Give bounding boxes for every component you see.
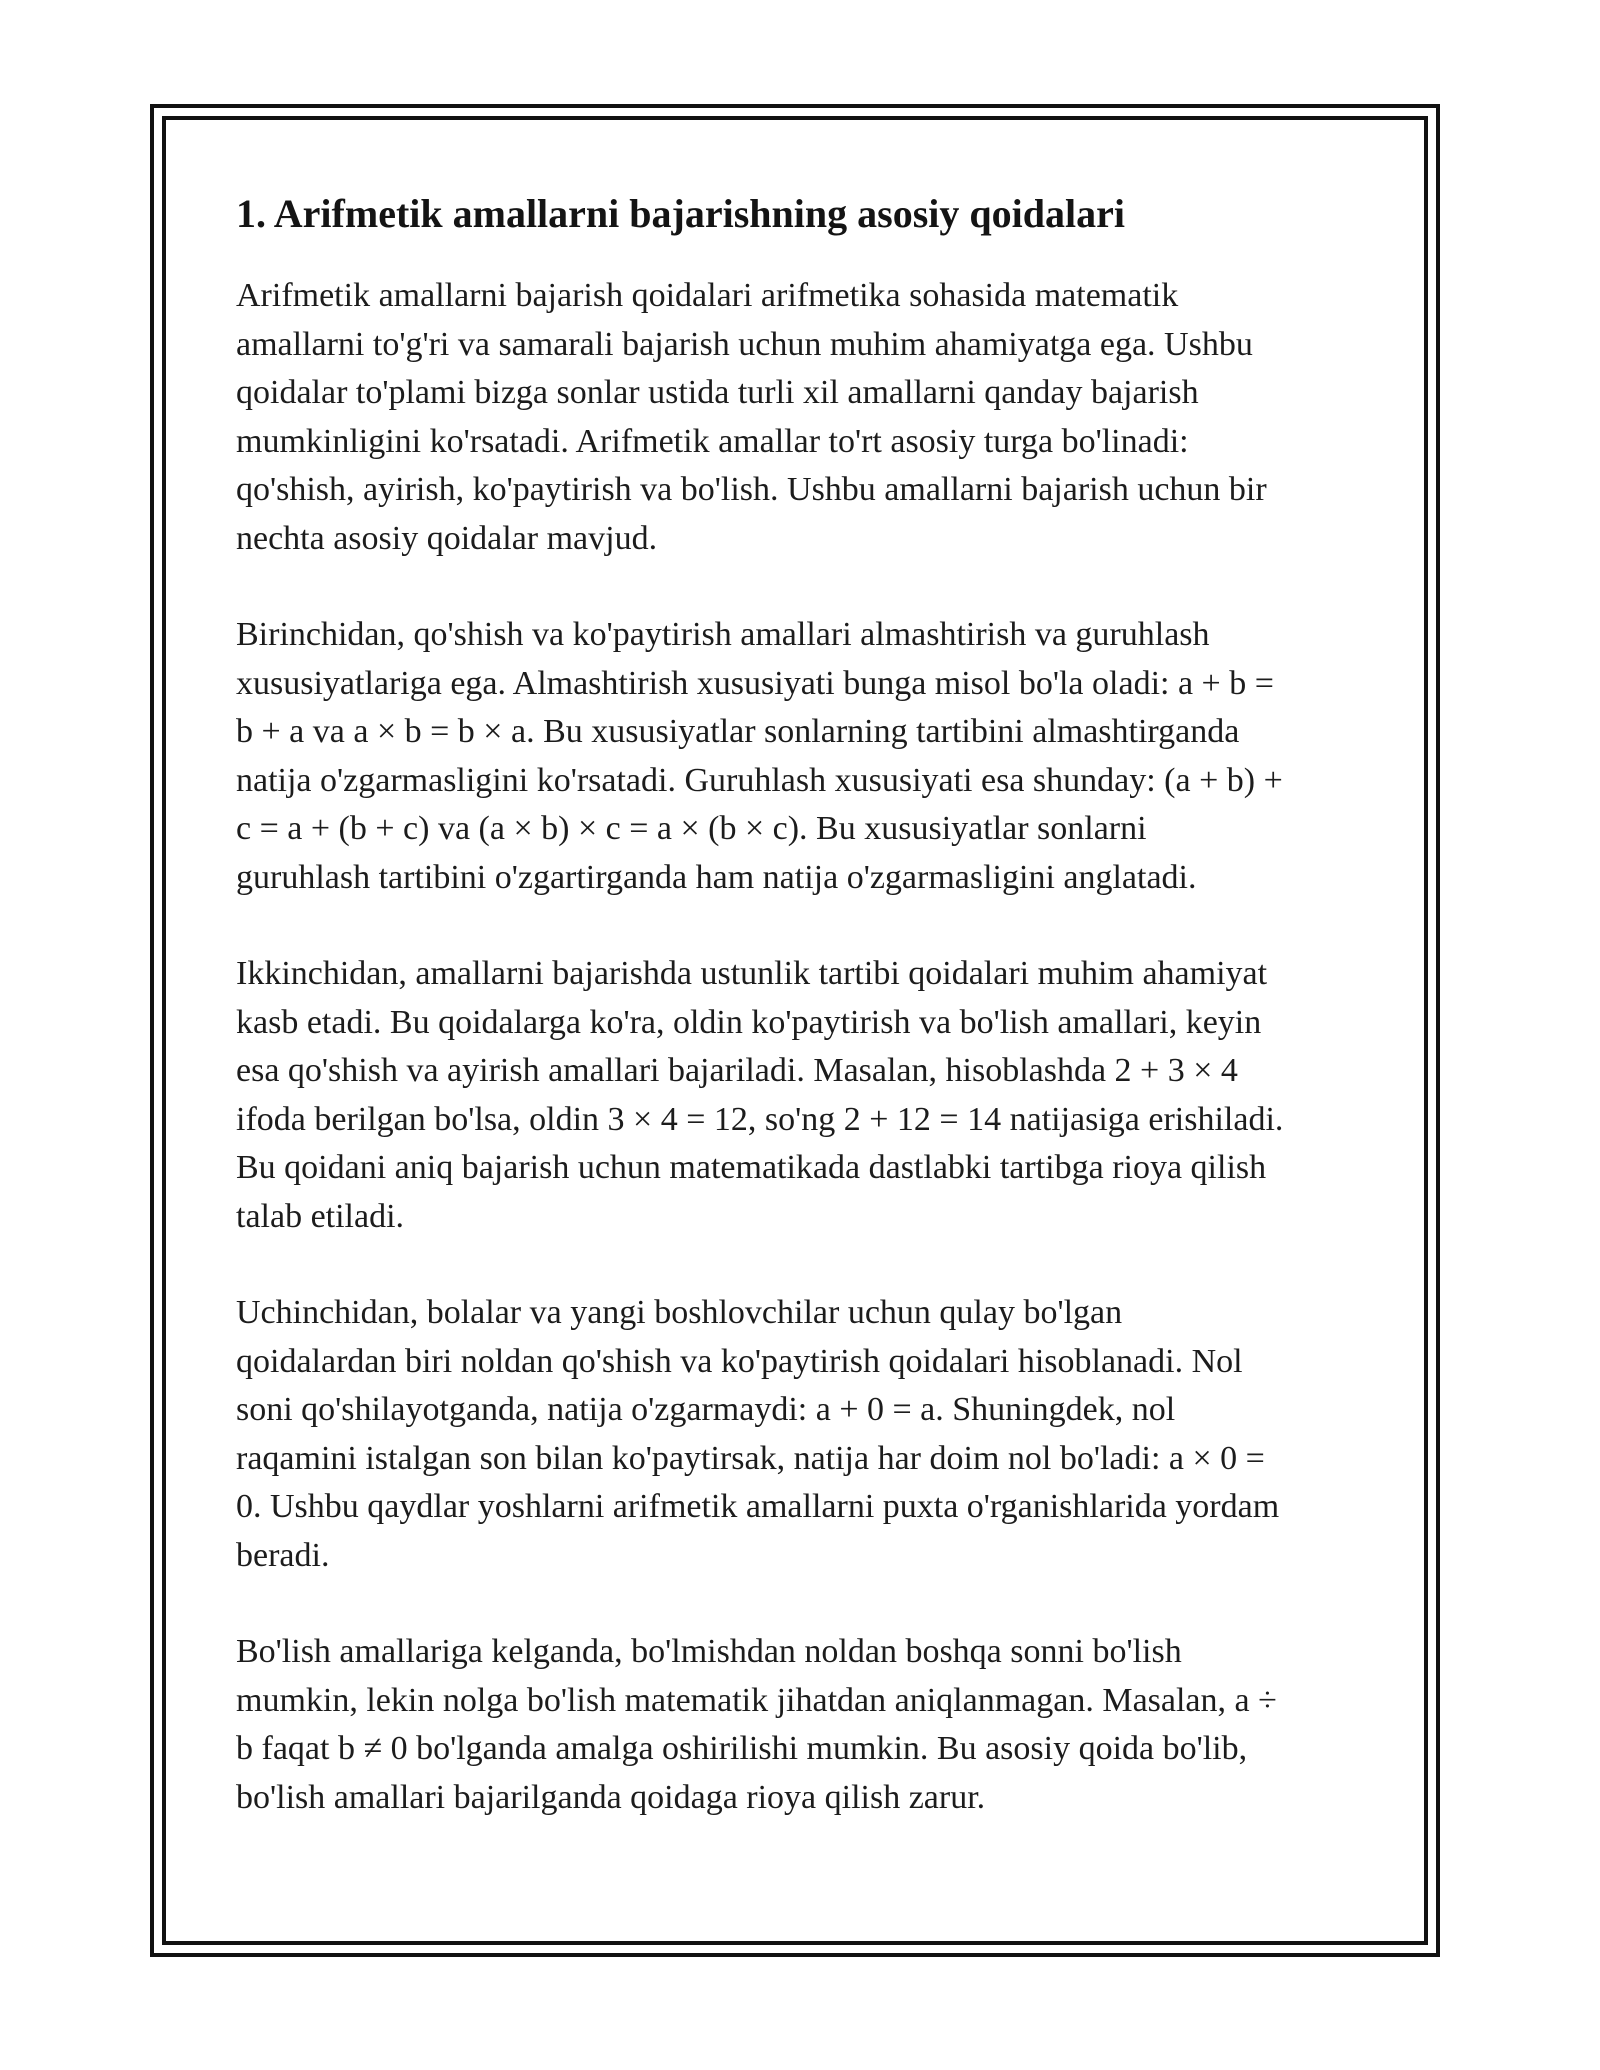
paragraph-line: b + a va a × b = b × a. Bu xususiyatlar sonlarning tartibini almashtirganda bbox=[236, 713, 1240, 750]
paragraph-line: Birinchidan, qo'shish va ko'paytirish amallari almashtirish va guruhlash bbox=[236, 616, 1210, 653]
paragraph-line: kasb etadi. Bu qoidalarga ko'ra, oldin ko'paytirish va bo'lish amallari, keyin bbox=[236, 1003, 1262, 1041]
paragraph-line: Bo'lish amallariga kelganda, bo'lmishdan noldan boshqa sonni bo'lish bbox=[236, 1633, 1182, 1670]
paragraph bbox=[236, 272, 1366, 563]
paragraph-line: xususiyatlariga ega. Almashtirish xususiyati bunga misol bo'la oladi: a + b = bbox=[236, 664, 1274, 702]
paragraph-line: nechta asosiy qoidalar mavjud. bbox=[236, 519, 658, 557]
paragraph-line: soni qo'shilayotganda, natija o'zgarmaydi: a + 0 = a. Shuningdek, nol bbox=[236, 1391, 1176, 1428]
paragraph-list bbox=[236, 272, 1366, 1822]
paragraph-line: Bu qoidani aniq bajarish uchun matematikada dastlabki tartibga rioya qilish bbox=[236, 1149, 1267, 1186]
page-title: 1. Arifmetik amallarni bajarishning asosiy qoidalari bbox=[236, 191, 1125, 236]
paragraph-line: mumkinligini ko'rsatadi. Arifmetik amallar to'rt asosiy turga bo'linadi: bbox=[236, 422, 1189, 460]
paragraph-line: c = a + (b + c) va (a × b) × c = a × (b × c). Bu xususiyatlar sonlarni bbox=[236, 810, 1147, 847]
paragraph-line: guruhlash tartibini o'zgartirganda ham natija o'zgarmasligini anglatadi. bbox=[236, 858, 1197, 896]
paragraph-line: Arifmetik amallarni bajarish qoidalari arifmetika sohasida matematik bbox=[236, 277, 1179, 314]
paragraph-line: b faqat b ≠ 0 bo'lganda amalga oshirilishi mumkin. Bu asosiy qoida bo'lib, bbox=[236, 1730, 1248, 1767]
paragraph-line: ifoda berilgan bo'lsa, oldin 3 × 4 = 12, so'ng 2 + 12 = 14 natijasiga erishiladi. bbox=[236, 1100, 1284, 1138]
paragraph-line: 0. Ushbu qaydlar yoshlarni arifmetik amallarni puxta o'rganishlarida yordam bbox=[236, 1488, 1280, 1525]
paragraph-line: beradi. bbox=[236, 1536, 330, 1574]
paragraph-line: esa qo'shish va ayirish amallari bajariladi. Masalan, hisoblashda 2 + 3 × 4 bbox=[236, 1052, 1238, 1089]
paragraph-line: Ikkinchidan, amallarni bajarishda ustunlik tartibi qoidalari muhim ahamiyat bbox=[236, 955, 1268, 992]
paragraph-line: raqamini istalgan son bilan ko'paytirsak, natija har doim nol bo'ladi: a × 0 = bbox=[236, 1439, 1265, 1477]
paragraph-line: qoidalardan biri noldan qo'shish va ko'paytirish qoidalari hisoblanadi. Nol bbox=[236, 1342, 1243, 1380]
paragraph bbox=[236, 1628, 1366, 1822]
paragraph bbox=[236, 611, 1366, 902]
paragraph-line: mumkin, lekin nolga bo'lish matematik jihatdan aniqlanmagan. Masalan, a ÷ bbox=[236, 1681, 1277, 1719]
document-content bbox=[236, 186, 1366, 1870]
paragraph-line: amallarni to'g'ri va samarali bajarish uchun muhim ahamiyatga ega. Ushbu bbox=[236, 325, 1253, 363]
paragraph bbox=[236, 950, 1366, 1241]
paragraph bbox=[236, 1289, 1366, 1580]
paragraph-line: Uchinchidan, bolalar va yangi boshlovchilar uchun qulay bo'lgan bbox=[236, 1294, 1123, 1331]
paragraph-line: talab etiladi. bbox=[236, 1197, 405, 1235]
paragraph-line: bo'lish amallari bajarilganda qoidaga rioya qilish zarur. bbox=[236, 1778, 986, 1816]
paragraph-line: qo'shish, ayirish, ko'paytirish va bo'lish. Ushbu amallarni bajarish uchun bir bbox=[236, 471, 1267, 508]
paragraph-line: qoidalar to'plami bizga sonlar ustida turli xil amallarni qanday bajarish bbox=[236, 374, 1199, 411]
paragraph-line: natija o'zgarmasligini ko'rsatadi. Guruhlash xususiyati esa shunday: (a + b) + bbox=[236, 761, 1283, 799]
